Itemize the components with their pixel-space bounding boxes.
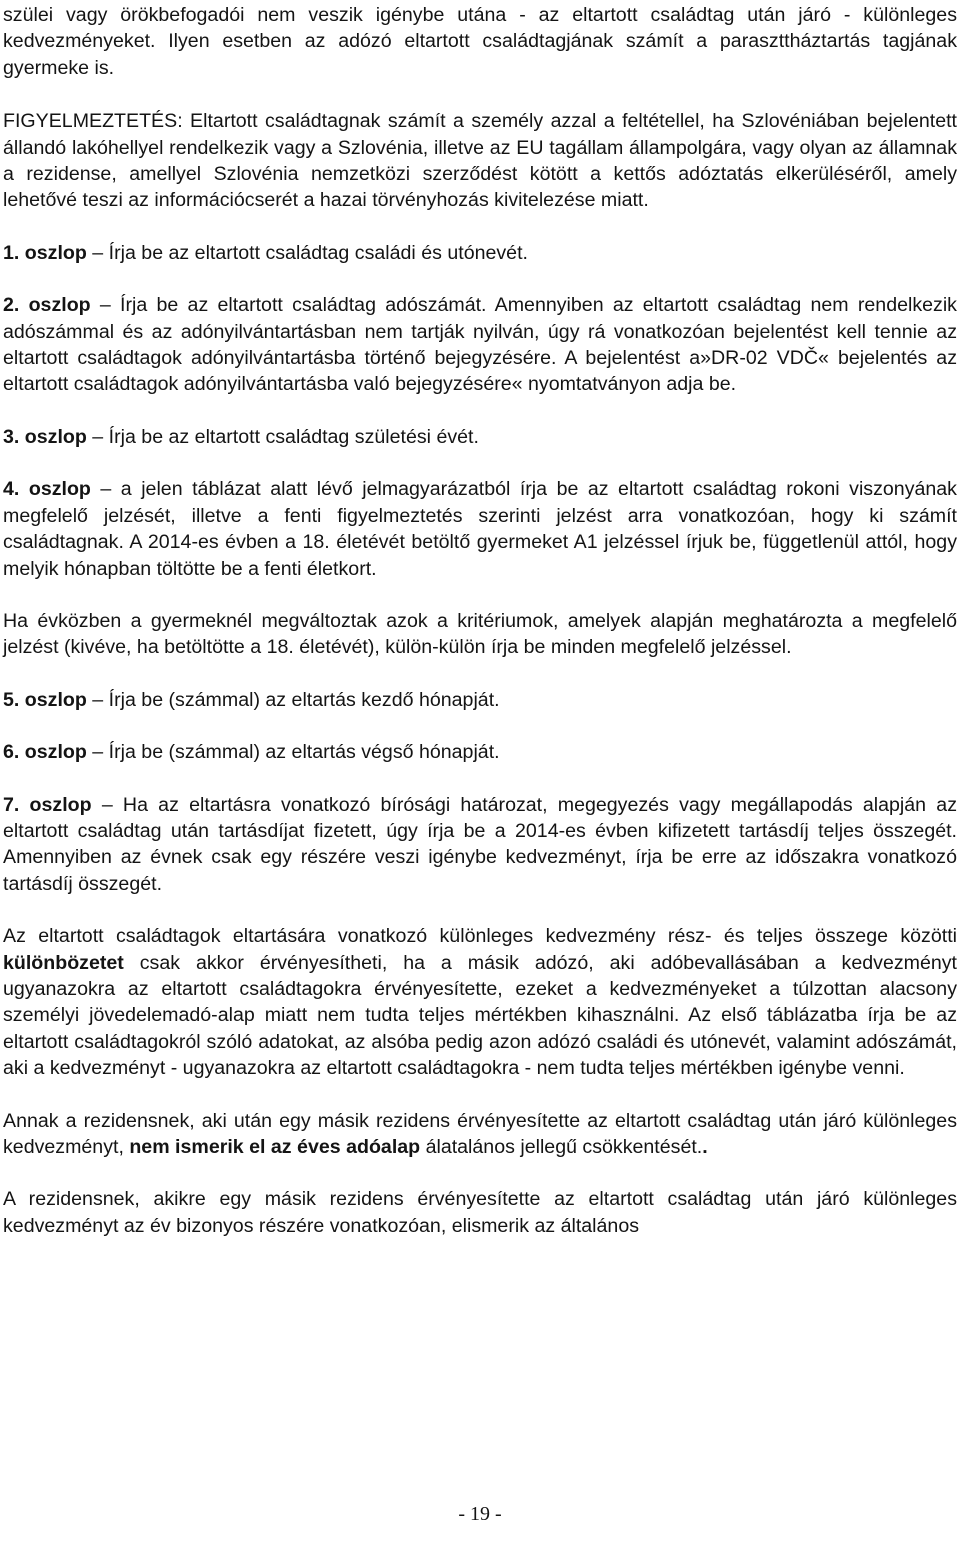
paragraph-resident-1-after: álatalános jellegű csökkentését.: [420, 1136, 703, 1158]
paragraph-criteria-change: [3, 608, 957, 661]
paragraph-intro: [3, 2, 957, 81]
paragraph-resident-1-trailing: .: [702, 1136, 708, 1158]
paragraph-resident-1: [3, 1108, 957, 1161]
column-6-instruction: [3, 739, 957, 765]
column-4-text: – a jelen táblázat alatt lévő jelmagyarázatból írja be az eltartott családtag rokoni viszonyának megfelelő jelzését, illetve a fenti figyelmeztetés szerinti jelzést arra vonatkozóan, hogy ki számít családtagnak. A 2014-es évben a 18. életévét betöltő gyermeket A1 jelzéssel írjuk be, függetlenül attól, hogy melyik hónapban töltötte be a fenti életkort.: [3, 478, 957, 580]
column-6-label: 6. oszlop: [3, 741, 87, 764]
paragraph-warning-text: FIGYELMEZTETÉS: Eltartott családtagnak számít a személy azzal a feltétellel, ha Szlovéniában bejelentett állandó lakóhellyel rendelkezik vagy a Szlovénia, illetve az EU tagállam állampolgára, vagy olyan az államnak a rezidense, amellyel Szlovénia nemzetközi szerződést kötött a kettős adóztatás elkerüléséről, amely lehetővé teszi az információcserét a hazai törvényhozás kivitelezése miatt.: [3, 110, 957, 212]
column-4-instruction: [3, 476, 957, 582]
paragraph-intro-text: szülei vagy örökbefogadói nem veszik igénybe utána - az eltartott családtag után járó - különleges kedvezményeket. Ilyen esetben az adózó eltartott családtagjának számít a paraszttháztartás tagjának gyermeke is.: [3, 4, 957, 79]
column-7-instruction: [3, 792, 957, 898]
column-5-text: – Írja be (számmal) az eltartás kezdő hónapját.: [86, 688, 500, 711]
column-1-label: 1. oszlop: [3, 241, 87, 264]
paragraph-difference-before: Az eltartott családtagok eltartására vonatkozó különleges kedvezmény rész- és teljes összege közötti: [3, 925, 957, 948]
page-number: - 19 -: [458, 1503, 502, 1525]
column-1-instruction: [3, 240, 957, 266]
paragraph-resident-2-text: A rezidensnek, akikre egy másik rezidens érvényesítette az eltartott családtag után járó különleges kedvezményt az év bizonyos részére vonatkozóan, elismerik az általános: [3, 1188, 957, 1237]
paragraph-criteria-change-text: Ha évközben a gyermeknél megváltoztak azok a kritériumok, amelyek alapján meghatározta a megfelelő jelzést (kivéve, ha betöltötte a 18. életévét), külön-külön írja be minden megfelelő jelzéssel.: [3, 609, 957, 659]
column-6-text: – Írja be (számmal) az eltartás végső hónapját.: [86, 741, 500, 764]
paragraph-resident-2: [3, 1186, 957, 1239]
column-2-label: 2. oszlop: [3, 294, 91, 317]
column-1-text: – Írja be az eltartott családtag családi és utónevét.: [86, 241, 528, 264]
column-2-text: – Írja be az eltartott családtag adószámát. Amennyiben az eltartott családtag nem rendelkezik adószámmal és az adónyilvántartásban nem tartják nyilván, úgy rá vonatkozóan bejelentést kell tennie az eltartott családtagok adónyilvántartásba történő bejegyzésére. A bejelentést a»DR-02 VDČ« bejelentés az eltartott családtagok adónyilvántartásba való bejegyzésére« nyomtatványon adja be.: [3, 294, 957, 396]
column-2-instruction: [3, 292, 957, 398]
paragraph-difference-after: csak akkor érvényesítheti, ha a másik adózó, aki adóbevallásában a kedvezményt ugyanazokra az eltartott családtagokra érvényesítette, ezeket a kedvezményeket a túlzottan alacsony személyi jövedelemadó-alap miatt nem tudta teljes mértékben kihasználni. Az első táblázatba írja be az eltartott családtagokról szóló adatokat, az alsóba pedig azon adózó családi és utónevét, valamint adószámát, aki a kedvezményt - ugyanazokra az eltartott családtagokra - nem tudta teljes mértékben igénybe venni.: [3, 951, 957, 1080]
column-3-text: – Írja be az eltartott családtag születési évét.: [86, 425, 479, 448]
column-3-instruction: [3, 424, 957, 450]
paragraph-resident-1-bold: nem ismerik el az éves adóalap: [129, 1136, 421, 1158]
column-4-label: 4. oszlop: [3, 478, 91, 501]
paragraph-difference: [3, 923, 957, 1081]
paragraph-difference-bold: különbözetet: [3, 951, 124, 974]
paragraph-warning: [3, 108, 957, 214]
column-5-instruction: [3, 687, 957, 713]
column-7-text: – Ha az eltartásra vonatkozó bírósági határozat, megegyezés vagy megállapodás alapján az eltartott családtag után tartásdíjat fizetett, úgy írja be a 2014-es évben kifizetett tartásdíj teljes összegét. Amennyiben az évnek csak egy részére veszi igénybe kedvezményt, írja be erre az időszakra vonatkozó tartásdíj összegét.: [3, 793, 957, 895]
column-5-label: 5. oszlop: [3, 688, 87, 711]
column-3-label: 3. oszlop: [3, 425, 87, 448]
paragraph-resident-1-before: Annak a rezidensnek, aki után egy másik rezidens érvényesítette az eltartott családtag után járó különleges kedvezményt,: [3, 1109, 957, 1158]
column-7-label: 7. oszlop: [3, 793, 92, 816]
